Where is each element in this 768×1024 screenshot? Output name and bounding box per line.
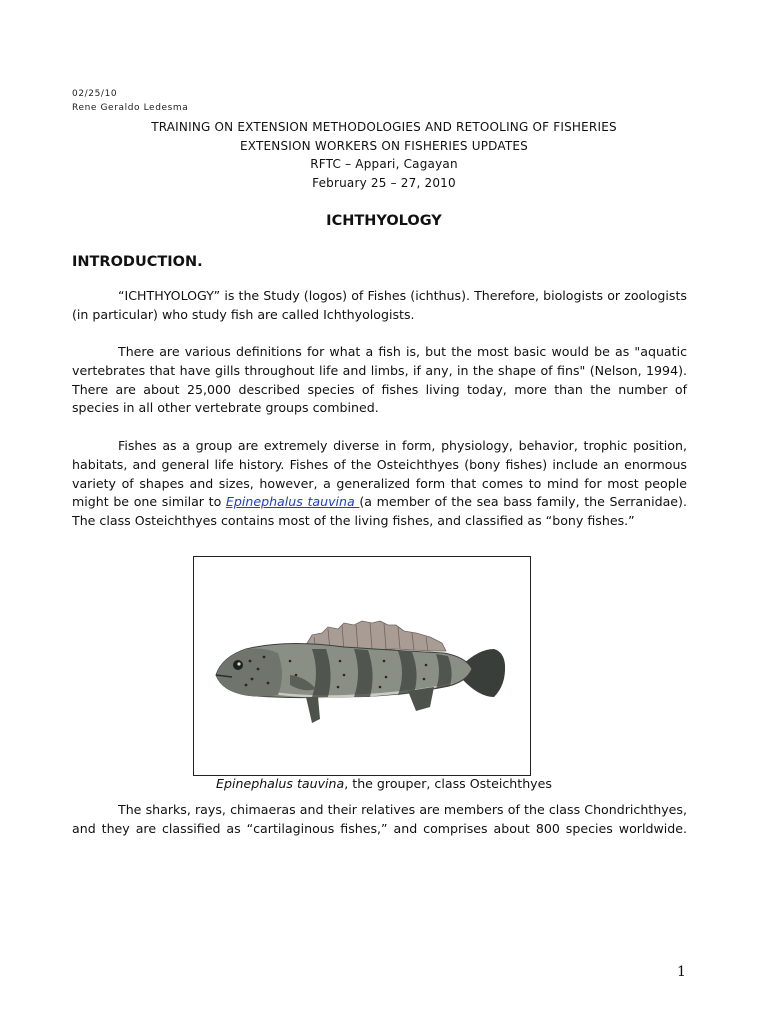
training-title-line-1: TRAINING ON EXTENSION METHODOLOGIES AND RETOOLING OF FISHERIES	[151, 120, 617, 134]
paragraph-2-text: There are various definitions for what a fish is, but the most basic would be as "aquatic vertebrates that have gills throughout life and limbs, if any, in the shape of fins" (Nelson, 1994). There are about 25,000 described species of fishes living today, more than the number of species in all other vertebrate groups combined.	[72, 344, 687, 416]
paragraph-1	[72, 287, 687, 325]
paragraph-3	[72, 437, 687, 531]
training-title-line-2: EXTENSION WORKERS ON FISHERIES UPDATES	[240, 139, 528, 153]
paragraph-3-text-b: (a member of the sea bass family, the Serranidae). The class Osteichthyes contains most of the living fishes, and classified as “bony fishes.”	[72, 494, 687, 529]
paragraph-4	[72, 801, 687, 839]
fish-figure	[193, 556, 531, 776]
species-link[interactable]: Epinephalus tauvina	[225, 494, 360, 510]
figure-caption-text: , the grouper, class Osteichthyes	[344, 776, 552, 791]
training-dates: February 25 – 27, 2010	[312, 176, 456, 190]
document-title: ICHTHYOLOGY	[326, 213, 442, 229]
training-venue: RFTC – Appari, Cagayan	[310, 157, 458, 171]
paragraph-4-text: The sharks, rays, chimaeras and their relatives are members of the class Chondrichthyes, and they are classified as “cartilaginous fishes,” and comprises about 800 species worldwide.	[72, 802, 687, 836]
figure-caption-species: Epinephalus tauvina	[216, 776, 345, 791]
paragraph-3-text-a: Fishes as a group are extremely diverse in form, physiology, behavior, trophic position, habitats, and general life history. Fishes of the Osteichthyes (bony fishes) include an enormous variety of shapes and sizes, however, a generalized form that comes to mind for most people might be one similar to	[72, 438, 687, 510]
paragraph-1-text: “ICHTHYOLOGY” is the Study (logos) of Fishes (ichthus). Therefore, biologists or zoologists (in particular) who study fish are called Ichthyologists.	[72, 288, 687, 322]
figure-caption	[0, 776, 768, 791]
section-heading: INTRODUCTION.	[72, 254, 203, 270]
document-date: 02/25/10	[72, 89, 118, 99]
paragraph-2	[72, 343, 687, 418]
document-author: Rene Geraldo Ledesma	[72, 103, 189, 113]
grouper-fish-illustration	[194, 557, 530, 775]
page-number: 1	[677, 964, 686, 980]
